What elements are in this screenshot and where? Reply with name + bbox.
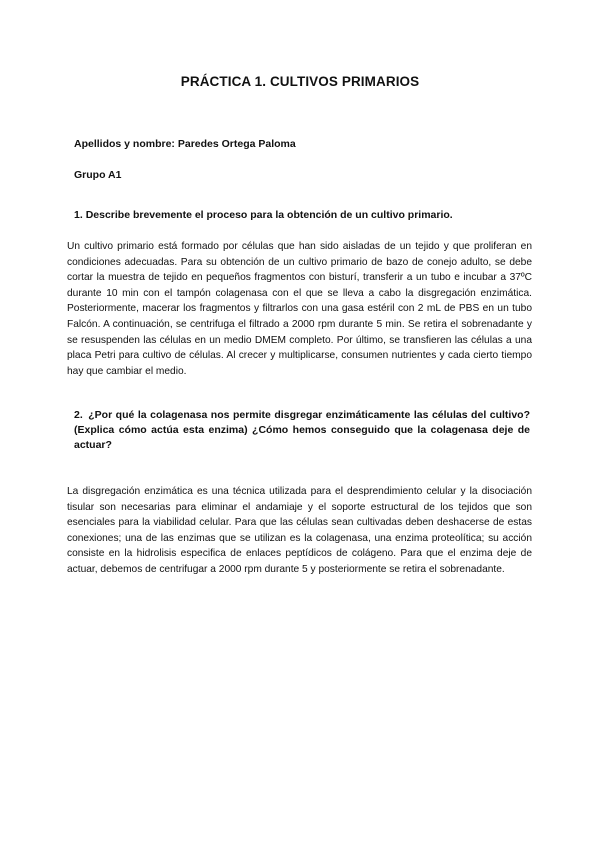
question-1-number: 1. xyxy=(74,209,83,221)
question-1-text: Describe brevemente el proceso para la obtención de un cultivo primario. xyxy=(85,209,453,221)
question-2 xyxy=(74,408,530,453)
group-line: Grupo A1 xyxy=(74,169,122,181)
answer-2: La disgregación enzimática es una técnica utilizada para el desprendimiento celular y la disociación tisular son necesarias para eliminar el andamiaje y el soporte estructural de los tejidos que son esenciales para la viabilidad celular. Para que las células sean cultivadas deben deshacerse de estas conexiones; una de las enzimas que se utilizan es la colagenasa, una enzima proteolítica; su acción consiste en la hidrolisis especifica de enlaces peptídicos de colágeno. Para que el enzima deje de actuar, debemos de centrifugar a 2000 rpm durante 5 y posteriormente se retira el sobrenadante. xyxy=(67,486,532,575)
author-line: Apellidos y nombre: Paredes Ortega Paloma xyxy=(74,138,296,150)
question-2-number: 2. xyxy=(74,409,83,421)
answer-1: Un cultivo primario está formado por células que han sido aisladas de un tejido y que proliferan en condiciones adecuadas. Para su obtención de un cultivo primario de bazo de conejo adulto, se debe cortar la muestra de tejido en pequeños fragmentos con bisturí, transferir a un tubo e incubar a 37ºC durante 10 min con el tampón colagenasa con el que se lleva a cabo la disgregación enzimática. Posteriormente, macerar los fragmentos y filtrarlos con una gasa estéril con 2 mL de PBS en un tubo Falcón. A continuación, se centrifuga el filtrado a 2000 rpm durante 5 min. Se retira el sobrenadante y se resuspenden las células en un medio DMEM completo. Por último, se transfieren las células a una placa Petri para cultivo de células. Al crecer y multiplicarse, consumen nutrientes y cada cierto tiempo hay que cambiar el medio. xyxy=(67,241,532,377)
page-title: PRÁCTICA 1. CULTIVOS PRIMARIOS xyxy=(180,74,420,89)
question-2-text: ¿Por qué la colagenasa nos permite disgregar enzimáticamente las células del cultivo? (Explica cómo actúa esta enzima) ¿Cómo hemos conseguido que la colagenasa deje de actuar? xyxy=(74,409,530,451)
question-1 xyxy=(74,208,530,223)
